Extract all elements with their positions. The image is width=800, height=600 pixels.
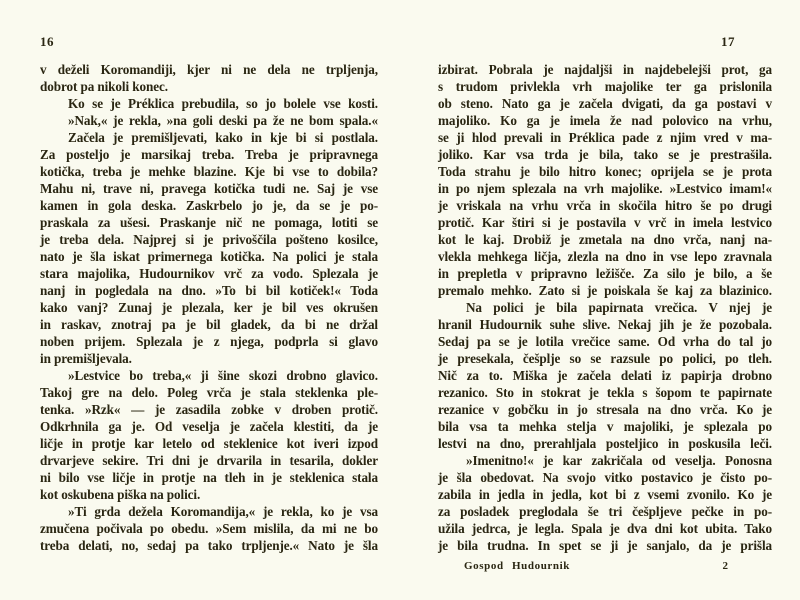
page-number-left: 16 (40, 34, 54, 49)
text-line: nato je šla iskat primernega kotička. Na polici je stala (40, 249, 378, 264)
text-line: v deželi Koromandiji, kjer ni ne dela ne trpljenja, (40, 62, 378, 77)
text-line: Nič za to. Miška je začela delati iz papirja drobno (438, 368, 772, 383)
text-line: lestvi na dno, prerahljala posteljico in poskusila leči. (438, 436, 772, 451)
text-line: »Imenitno!« je kar zakričala od veselja. Ponosna (466, 453, 772, 468)
text-line: Takoj gre na delo. Poleg vrča je stala steklenka ple- (40, 385, 378, 400)
text-line: za posladek preglodala še tri češpljeve pečke in po- (438, 504, 772, 519)
text-line: je treba dela. Najprej si je privoščila pošteno kosilce, (40, 232, 378, 247)
text-line: kako vanj? Zunaj je plezala, ker je bil ves okrušen (40, 300, 378, 315)
page-number-right: 17 (721, 34, 735, 49)
text-line: »Ti grda dežela Koromandija,« je rekla, ko je vsa (68, 504, 378, 519)
text-line: ličje in protje kar letelo od steklenice kot iveri izpod (40, 436, 378, 451)
text-line: drvarjeve sekire. Tri dni je drvarila in tesarila, dokler (40, 453, 378, 468)
text-line: Mahu ni, trave ni, pravega kotička tudi ne. Saj je vse (40, 181, 378, 196)
text-line: vlekla mehkega ličja, zlezla na dno in vse lepo zravnala (438, 249, 772, 264)
text-line: joliko. Kar vsa trda je bila, tako se je prestrašila. (438, 147, 772, 162)
text-line: Sedaj pa se je lotila vrečice same. Od vrha do tal jo (438, 334, 772, 349)
text-line: se ji hlod prevali in Préklica pade z njim vred v ma- (438, 130, 772, 145)
text-line: zabila in jedla in jedla, kot bi z vsemi zvonilo. Ko je (438, 487, 772, 502)
text-line: dobrot pa nikoli konec. (40, 79, 168, 94)
text-line: ni bilo vse ličje in protje na tleh in je steklenica stala (40, 470, 378, 485)
text-line: premalo mehko. Zato si je poiskala še kaj za blazinico. (438, 283, 772, 298)
right-page-text (438, 61, 772, 554)
sheet-number: 2 (722, 560, 728, 572)
text-line: in prepletla v pripravno ležišče. Za silo je bilo, a še (438, 266, 772, 281)
text-line: in premišljevala. (40, 351, 132, 366)
text-line: praskala za ušesi. Praskanje nič ne pomaga, lotiti se (40, 215, 378, 230)
text-line: in po njem splezala na vrh majolike. »Lestvico imam!« (438, 181, 772, 196)
page-left (40, 0, 378, 600)
text-line: Za posteljo je marsikaj treba. Treba je pripravnega (40, 147, 378, 162)
text-line: ob steno. Nato ga je začela dvigati, da ga postavi v (438, 96, 772, 111)
text-line: stara majolika, Hudournikov vrč za vodo. Splezala je (40, 266, 378, 281)
running-title: Gospod Hudournik (464, 560, 571, 572)
text-line: »Lestvice bo treba,« ji šine skozi drobno glavico. (68, 368, 378, 383)
left-page-text (40, 61, 378, 554)
text-line: kot le kaj. Drobiž je zmetala na dno vrča, nanj na- (438, 232, 772, 247)
text-line: kotička, treba je mehke blazine. Kje bi vse to dobila? (40, 164, 378, 179)
text-line: majoliko. Ko ga je imela že nad polovico na vrhu, (438, 113, 772, 128)
text-line: je vriskala na vrhu vrča in skočila hitro še po drugi (438, 198, 772, 213)
text-line: izbirat. Pobrala je najdaljši in najdebelejši prot, ga (438, 62, 772, 77)
text-line: s trudom privlekla vrh majolike ter ga prislonila (438, 79, 772, 94)
text-line: »Nak,« je rekla, »na goli deski pa že ne bom spala.« (68, 113, 378, 128)
page-right (438, 0, 772, 600)
text-line: je bila trudna. In spet se ji je sanjalo, da je prišla (438, 538, 772, 553)
text-line: kamen in gola deska. Zaskrbelo jo je, da se je po- (40, 198, 378, 213)
text-line: tenka. »Rzk« — je zasadila zobke v droben protič. (40, 402, 378, 417)
text-line: zmučena počivala po obedu. »Sem mislila, da mi ne bo (40, 521, 378, 536)
text-line: nanj in pogledala na dno. »To bi bil kotiček!« Toda (40, 283, 378, 298)
text-line: rezanico. Sto in stokrat je tekla s šopom te papirnate (438, 385, 772, 400)
text-line: treba delati, no, sedaj pa tako trpljenje.« Nato je šla (40, 538, 378, 553)
text-line: užila jedrca, je legla. Spala je dva dni kot ubita. Tako (438, 521, 772, 536)
text-line: je presekala, češplje so se razsule po polici, po tleh. (438, 351, 772, 366)
text-line: je šla obedovat. Na svojo vitko postavico je čisto po- (438, 470, 772, 485)
text-line: in raskav, znotraj pa je bil gladek, da bi ne držal (40, 317, 378, 332)
text-line: bila vsa ta mehka stelja v majoliki, je splezala po (438, 419, 772, 434)
text-line: hranil Hudournik suhe slive. Nekaj jih je že pozobala. (438, 317, 772, 332)
text-line: protič. Kar štiri si je postavila v vrč in imela lestvico (438, 215, 772, 230)
text-line: Na polici je bila papirnata vrečica. V njej je (466, 300, 772, 315)
text-line: noben prijem. Splezala je z njega, podprla si glavo (40, 334, 378, 349)
text-line: Ko se je Préklica prebudila, so jo bolele vse kosti. (68, 96, 378, 111)
page-footer (438, 560, 772, 576)
text-line: Odkrhnila ga je. Od veselja je začela klestiti, da je (40, 419, 378, 434)
text-line: rezanice v gobčku in jo stresala na dno vrča. Ko je (438, 402, 772, 417)
text-line: Začela je premišljevati, kako in kje bi si postlala. (68, 130, 378, 145)
text-line: kot oskubena piška na polici. (40, 487, 201, 502)
text-line: Toda strahu je bilo hitro konec; oprijela se je prota (438, 164, 772, 179)
